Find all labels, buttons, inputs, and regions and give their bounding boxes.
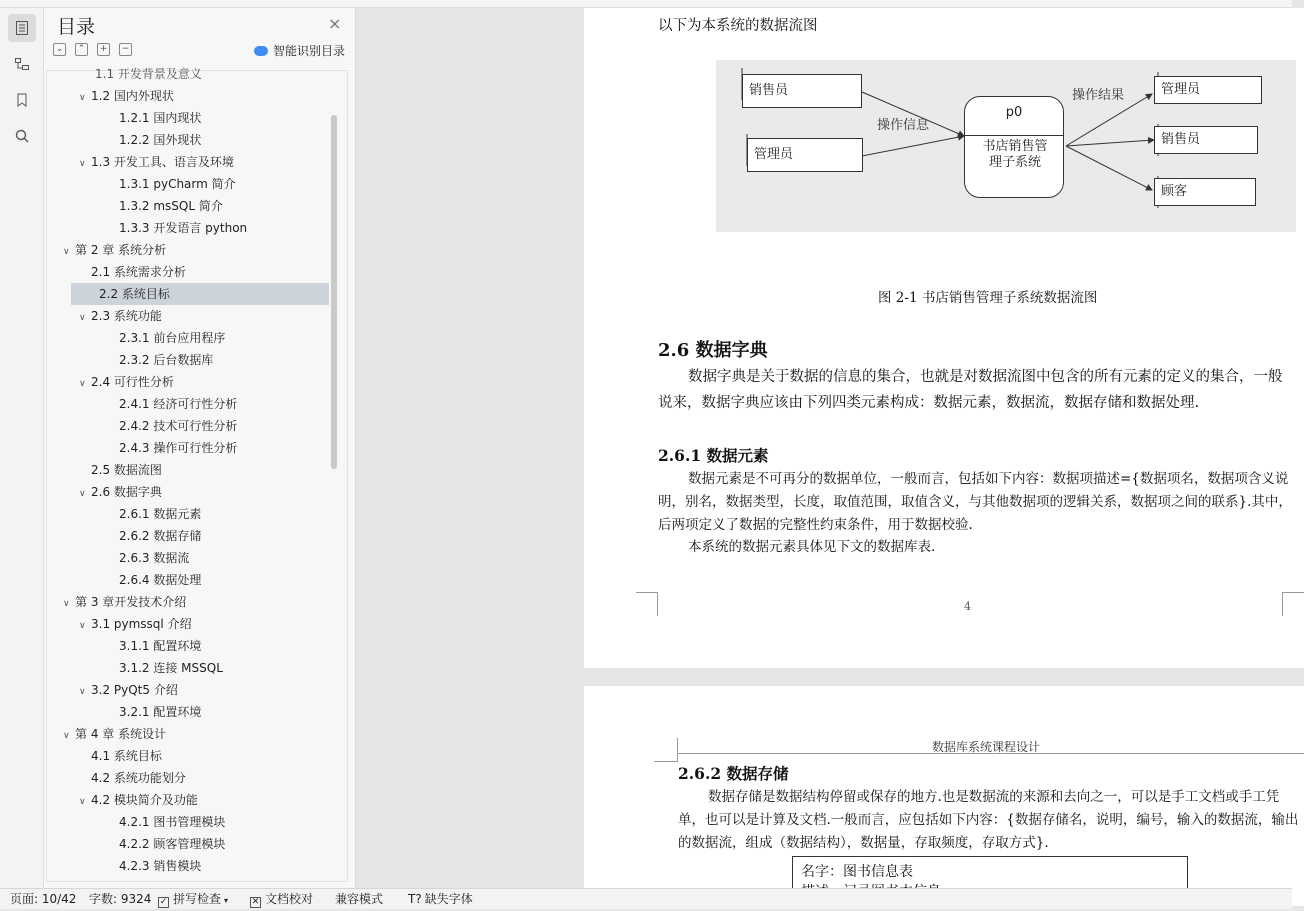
toc-item[interactable] [47,173,329,195]
chevron-down-icon[interactable]: ∨ [63,247,70,257]
missing-font-button[interactable] [408,889,473,909]
toc-item[interactable] [47,85,329,107]
chevron-down-icon[interactable]: ∨ [63,731,70,741]
close-icon[interactable]: × [328,14,342,33]
margin-corner-right [1282,592,1304,616]
toc-panel-button[interactable] [8,14,36,42]
toc-item-label: 2.2 系统目标 [99,287,170,301]
search-icon [14,128,30,144]
document-area [356,8,1299,888]
smart-toc-label: 智能识别目录 [273,44,346,58]
document-list-icon [14,20,30,36]
toc-item[interactable] [47,415,329,437]
chevron-down-icon[interactable]: ∨ [79,313,86,323]
paragraph-data-element: 数据元素是不可再分的数据单位，一般而言，包括如下内容：数据项描述={数据项名，数据项含义说明，别名，数据类型，长度，取值范围，取值含义，与其他数据项的逻辑关系，数据项之间的联系}.其中，后两项定义了数据的完整性约束条件，用于数据校验. [658,471,1292,533]
toc-item-label: 2.1 系统需求分析 [91,265,186,279]
toc-item-label: 第 3 章开发技术介绍 [75,595,187,609]
dfd-sink-2: 销售员 [1154,126,1258,154]
toc-item[interactable] [47,217,329,239]
toc-item[interactable] [47,371,329,393]
chevron-down-icon[interactable]: ∨ [79,489,86,499]
paragraph-db-tables: 本系统的数据元素具体见下文的数据库表. [688,539,936,555]
table-name: 名字：图书信息表 [801,864,913,880]
proofread-icon: ✕ [251,897,260,907]
dfd-process-id: p0 [1005,105,1023,120]
toc-item-label: 2.4.1 经济可行性分析 [119,397,238,411]
toc-item-label: 第 4 章 系统设计 [75,727,167,741]
toc-item-label: 2.6.3 数据流 [119,551,190,565]
dfd-sink-3: 顾客 [1154,178,1256,206]
toc-item[interactable] [47,767,329,789]
bookmark-icon [14,92,30,108]
paragraph-data-store: 数据存储是数据结构停留或保存的地方.也是数据流的来源和去向之一，可以是手工文档或手工凭单，也可以是计算及文档.一般而言，应包括如下内容：{数据存储名，说明，编号，输入的数据流，输出的数据流，组成（数据结构），数据量，存取频度，存取方式}. [678,789,1299,851]
toc-item[interactable] [47,789,329,811]
toc-item[interactable] [47,239,329,261]
minus-icon[interactable]: − [119,43,132,56]
section-heading-2-6: 2.6 数据字典 [658,340,768,361]
toc-item[interactable] [47,833,329,855]
margin-corner-left [636,592,658,616]
chevron-down-icon[interactable]: ∨ [79,379,86,389]
chevron-down-icon[interactable]: ∨ [79,797,86,807]
toc-item-label: 2.4.3 操作可行性分析 [119,441,238,455]
page-5 [584,686,1304,906]
toc-item[interactable] [47,129,329,151]
toc-item[interactable] [47,437,329,459]
paragraph-data-dictionary: 数据字典是关于数据的信息的集合，也就是对数据流图中包含的所有元素的定义的集合，一般说来，数据字典应该由下列四类元素构成：数据元素，数据流，数据存储和数据处理. [658,369,1283,411]
toc-item-label: 1.3.3 开发语言 python [119,221,248,235]
figure-caption: 图 2-1 书店销售管理子系统数据流图 [878,290,1098,306]
toc-item-label: 2.6.4 数据处理 [119,573,202,587]
toc-item[interactable] [47,481,329,503]
font-warning-icon: T? [408,892,422,906]
page-number: 4 [964,600,971,613]
running-header: 数据库系统课程设计 [932,740,1041,754]
toc-item-label: 2.4 可行性分析 [91,375,174,389]
toc-scrollbar[interactable] [331,115,337,469]
toc-item[interactable] [47,349,329,371]
window-top-strip [0,0,1292,8]
left-rail [0,8,44,888]
toc-item[interactable] [47,591,329,613]
toc-item-label: 4.1 系统目标 [91,749,162,763]
folder-tree-icon [14,56,30,72]
ai-cloud-icon [254,46,268,56]
proofread-label: 文档校对 [265,892,314,906]
bookmark-panel-button[interactable] [8,86,36,114]
data-flow-diagram [716,60,1296,232]
dropdown-arrow-icon: ▾ [224,896,229,905]
toc-item[interactable] [47,657,329,679]
toc-item-label: 3.2.1 配置环境 [119,705,202,719]
toc-item-label: 3.1 pymssql 介绍 [91,617,192,631]
dfd-source-1: 销售员 [742,74,862,108]
toc-item-label: 1.2 国内外现状 [91,89,174,103]
spell-check-button[interactable] [158,889,228,911]
toc-item[interactable] [47,503,329,525]
toc-item-label: 2.3.1 前台应用程序 [119,331,226,345]
toc-list [46,67,348,882]
toc-item[interactable] [47,745,329,767]
checkbox-checked-icon: ✓ [159,897,168,907]
toc-item-label: 2.3.2 后台数据库 [119,353,214,367]
toc-item[interactable] [47,723,329,745]
proofread-button[interactable] [250,889,313,909]
section-heading-2-6-1: 2.6.1 数据元素 [658,446,769,465]
section-heading-2-6-2: 2.6.2 数据存储 [678,764,789,783]
chevron-down-icon[interactable]: ∨ [79,621,86,631]
toc-item[interactable] [47,261,329,283]
dfd-input-label: 操作信息 [877,118,930,133]
missing-font-label: 缺失字体 [424,892,473,906]
toc-panel [44,8,356,888]
toc-item[interactable] [47,569,329,591]
toc-item-label: 2.4.2 技术可行性分析 [119,419,238,433]
toc-item-label: 第 2 章 系统分析 [75,243,167,257]
toc-item-label: 2.5 数据流图 [91,463,162,477]
toc-item-label: 1.3 开发工具、语言及环境 [91,155,234,169]
dfd-process-name: 书店销售管理子系统 [982,139,1048,170]
toc-item[interactable] [71,283,329,305]
toc-item-label: 1.3.2 msSQL 简介 [119,199,223,213]
page-4 [584,8,1304,668]
chevron-down-icon[interactable]: ∨ [79,687,86,697]
toc-item[interactable] [47,195,329,217]
intro-text: 以下为本系统的数据流图 [658,18,818,34]
toc-item-label: 4.2.1 图书管理模块 [119,815,226,829]
toc-item-label: 4.2 系统功能划分 [91,771,186,785]
toc-item[interactable] [47,547,329,569]
dfd-sink-1: 管理员 [1154,76,1262,104]
plus-icon[interactable]: + [97,43,110,56]
toc-item[interactable] [47,701,329,723]
toc-item-label: 1.2.2 国外现状 [119,133,202,147]
header-corner [654,738,678,762]
toc-item[interactable] [47,635,329,657]
toc-item-label: 3.1.1 配置环境 [119,639,202,653]
toc-item[interactable] [47,811,329,833]
dfd-output-label: 操作结果 [1072,88,1125,103]
chevron-down-icon[interactable]: ∨ [79,93,86,103]
toc-item-label: 4.2 模块简介及功能 [91,793,198,807]
toc-item[interactable] [47,459,329,481]
toc-item-label: 3.2 PyQt5 介绍 [91,683,178,697]
toc-item-label: 4.2.2 顾客管理模块 [119,837,226,851]
chevron-down-icon[interactable]: ∨ [63,599,70,609]
toc-item-label: 2.6.2 数据存储 [119,529,202,543]
toc-item-clipped[interactable]: 1.1 开发背景及意义 [95,67,202,81]
toc-item[interactable] [47,525,329,547]
toc-item-label: 2.6.1 数据元素 [119,507,202,521]
toc-item[interactable] [47,613,329,635]
toc-item[interactable] [47,679,329,701]
collapse-all-icon[interactable]: ⌄ [53,43,66,56]
toc-item-label: 1.3.1 pyCharm 简介 [119,177,236,191]
toc-item[interactable] [47,855,329,877]
search-panel-button[interactable] [8,122,36,150]
toc-item-label: 1.2.1 国内现状 [119,111,202,125]
dfd-source-2: 管理员 [747,138,863,172]
word-count[interactable]: 字数: 9324 [89,892,152,906]
toc-item[interactable] [47,151,329,173]
smart-toc-button[interactable] [254,42,345,59]
expand-up-icon[interactable]: ⌃ [75,43,88,56]
toc-item[interactable] [47,393,329,415]
toc-item[interactable] [47,107,329,129]
chevron-down-icon[interactable]: ∨ [79,159,86,169]
navigation-panel-button[interactable] [8,50,36,78]
toc-item[interactable] [47,327,329,349]
status-bar [0,888,1292,909]
toc-item-label: 4.2.3 销售模块 [119,859,202,873]
toc-item-label: 2.3 系统功能 [91,309,162,323]
page-indicator[interactable]: 页面: 10/42 [10,892,77,906]
compat-mode[interactable]: 兼容模式 [335,892,384,906]
spell-check-label: 拼写检查 [173,892,222,906]
toc-title: 目录 [57,16,96,38]
dfd-process [964,96,1064,198]
toc-item[interactable] [47,305,329,327]
toc-item-label: 3.1.2 连接 MSSQL [119,661,223,675]
toc-item-label: 2.6 数据字典 [91,485,162,499]
